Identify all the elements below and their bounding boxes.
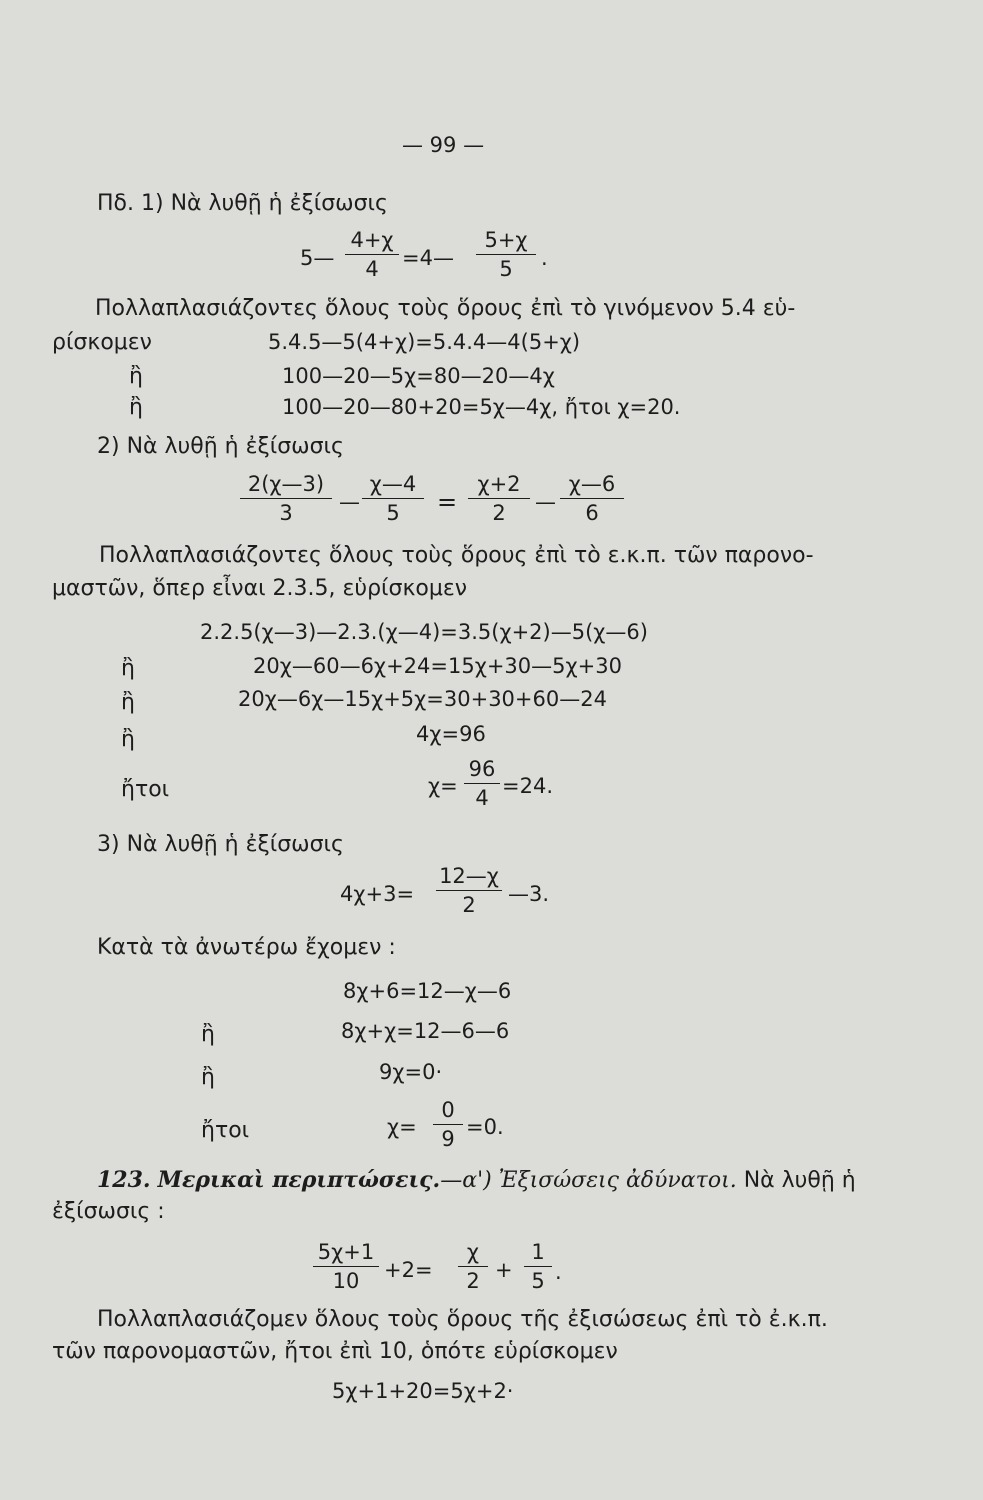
section-text-tail: Νὰ λυθῇ ἡ [743,1168,856,1193]
eq1-term-b: =4— [402,246,454,270]
eq2-operator-2: = [437,488,458,516]
example-2-line-4: 4χ=96 [416,722,486,746]
example-3-result-a: χ= [387,1115,417,1139]
example-1-line-3: 100—20—80+20=5χ—4χ, ἤτοι χ=20. [282,395,681,419]
section-subtitle: —α') Ἐξισώσεις ἀδύνατοι. [440,1168,737,1193]
eq2-fraction-2 [362,474,424,524]
eq1-term-c: . [541,246,548,270]
fraction-denominator: 9 [441,1127,455,1151]
example-1-eta-2: ἢ [129,395,143,420]
fraction-numerator: χ+2 [468,474,530,499]
eq4-plus: + [495,1258,513,1282]
fraction-numerator: χ [458,1242,488,1267]
section-text-3: Πολλαπλασιάζομεν ὅλους τοὺς ὅρους τῆς ἐξισώσεως ἐπὶ τὸ ἐ.κ.π. [97,1307,828,1332]
section-line-1: 5χ+1+20=5χ+2· [332,1379,514,1403]
section-title: Μερικαὶ περιπτώσεις. [157,1167,441,1193]
example-1-line-1: 5.4.5—5(4+χ)=5.4.4—4(5+χ) [268,330,581,354]
example-3-result-fraction [433,1100,463,1150]
example-3-line-1: 8χ+6=12—χ—6 [343,979,512,1003]
eq3-fraction [436,866,502,916]
eq4-fraction-2 [458,1242,488,1292]
eq3-term-a: 4χ+3= [340,882,415,906]
eq1-term-a: 5— [300,246,335,270]
eq2-operator-3: — [535,490,556,514]
example-2-itoi: ἤτοι [121,777,170,802]
example-2-line-2: 20χ—60—6χ+24=15χ+30—5χ+30 [253,654,622,678]
eq2-fraction-4 [560,474,624,524]
eq2-operator-1: — [339,490,360,514]
example-3-text-1: Κατὰ τὰ ἀνωτέρω ἔχομεν : [97,935,396,960]
example-2-result-a: χ= [428,774,458,798]
fraction-denominator: 6 [585,501,599,525]
example-3-eta-2: ἢ [201,1065,215,1090]
fraction-numerator: 5χ+1 [313,1242,379,1267]
example-3-itoi: ἤτοι [201,1118,250,1143]
eq4-fraction-3 [524,1242,552,1292]
section-text-4: τῶν παρονομαστῶν, ἤτοι ἐπὶ 10, ὁπότε εὑρίσκομεν [52,1339,618,1364]
example-1-heading: Πδ. 1) Νὰ λυθῇ ἡ ἐξίσωσις [97,191,388,216]
fraction-denominator: 4 [475,786,489,810]
eq4-term-mid: +2= [384,1258,433,1282]
fraction-numerator: 96 [464,759,500,784]
fraction-denominator: 5 [531,1269,545,1293]
fraction-numerator: 0 [433,1100,463,1125]
example-2-result-b: =24. [502,774,553,798]
example-3-line-2: 8χ+χ=12—6—6 [341,1019,510,1043]
example-1-text-1: Πολλαπλασιάζοντες ὅλους τοὺς ὅρους ἐπὶ τὸ γινόμενον 5.4 εὑ- [95,296,796,321]
example-2-text-2: μαστῶν, ὅπερ εἶναι 2.3.5, εὑρίσκομεν [52,576,468,601]
section-number: 123. [97,1167,151,1193]
fraction-numerator: 12—χ [436,866,502,891]
eq2-fraction-3 [468,474,530,524]
fraction-denominator: 3 [279,501,293,525]
example-2-line-1: 2.2.5(χ—3)—2.3.(χ—4)=3.5(χ+2)—5(χ—6) [200,620,648,644]
example-3-result-b: =0. [466,1115,504,1139]
eq1-fraction-2 [476,230,536,280]
section-text-2: ἐξίσωσις : [52,1199,165,1224]
example-2-heading: 2) Νὰ λυθῇ ἡ ἐξίσωσις [97,434,344,459]
fraction-denominator: 2 [492,501,506,525]
example-2-eta-3: ἢ [121,727,135,752]
page-number: — 99 — [402,133,485,157]
fraction-numerator: 1 [524,1242,552,1267]
fraction-numerator: χ—6 [560,474,624,499]
example-1-eta-1: ἢ [129,364,143,389]
eq4-end: . [555,1260,562,1284]
fraction-denominator: 2 [462,893,476,917]
section-heading [97,1169,856,1192]
fraction-numerator: 5+χ [476,230,536,255]
fraction-denominator: 2 [466,1269,480,1293]
fraction-numerator: χ—4 [362,474,424,499]
fraction-numerator: 4+χ [345,230,399,255]
example-1-text-2: ρίσκομεν [52,330,152,355]
example-3-heading: 3) Νὰ λυθῇ ἡ ἐξίσωσις [97,832,344,857]
example-2-text-1: Πολλαπλασιάζοντες ὅλους τοὺς ὅρους ἐπὶ τὸ ε.κ.π. τῶν παρονο- [99,543,814,568]
example-2-eta-1: ἢ [121,656,135,681]
eq2-fraction-1 [240,474,332,524]
fraction-denominator: 5 [499,257,513,281]
fraction-denominator: 4 [365,257,379,281]
example-3-eta-1: ἢ [201,1022,215,1047]
eq1-fraction-1 [345,230,399,280]
fraction-denominator: 5 [386,501,400,525]
example-3-line-3: 9χ=0· [379,1060,443,1084]
eq4-fraction-1 [313,1242,379,1292]
eq3-term-b: —3. [508,882,550,906]
fraction-numerator: 2(χ—3) [240,474,332,499]
example-1-line-2: 100—20—5χ=80—20—4χ [282,364,555,388]
example-2-eta-2: ἢ [121,690,135,715]
example-2-result-fraction [464,759,500,809]
example-2-line-3: 20χ—6χ—15χ+5χ=30+30+60—24 [238,687,607,711]
fraction-denominator: 10 [332,1269,360,1293]
